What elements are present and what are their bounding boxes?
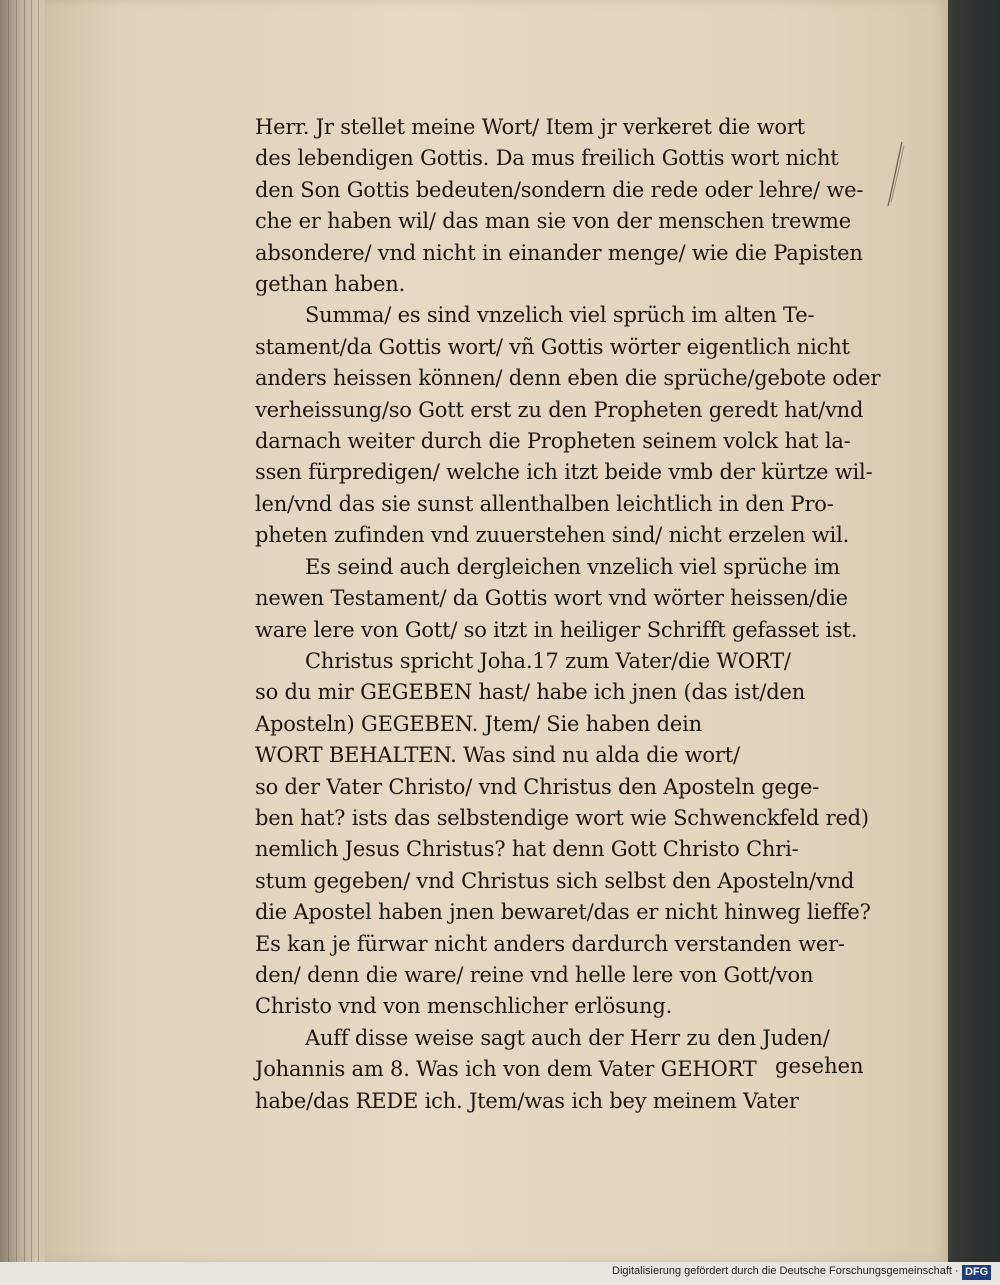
body-text <box>255 112 881 1117</box>
text-line: gethan haben. <box>255 272 406 297</box>
text-line: Aposteln) GEGEBEN. Jtem/ Sie haben dein <box>255 711 702 736</box>
text-line: den/ denn die ware/ reine vnd helle lere von Gott/von <box>255 962 814 987</box>
text-line: Auff disse weise sagt auch der Herr zu den Juden/ <box>305 1025 830 1050</box>
margin-pencil-mark <box>880 140 910 210</box>
text-line: Christo vnd von menschlicher erlösung. <box>255 994 673 1019</box>
text-line: pheten zufinden vnd zuuerstehen sind/ nicht erzelen wil. <box>255 523 850 548</box>
text-line: darnach weiter durch die Propheten seinem volck hat la- <box>255 429 851 454</box>
text-line: stum gegeben/ vnd Christus sich selbst den Aposteln/vnd <box>255 868 855 893</box>
text-line: Herr. Jr stellet meine Wort/ Item jr verkeret die wort <box>255 115 805 139</box>
text-line: Christus spricht Joha.17 zum Vater/die WORT/ <box>305 648 791 673</box>
text-line: habe/das REDE ich. Jtem/was ich bey meinem Vater <box>255 1088 799 1113</box>
text-line: newen Testament/ da Gottis wort vnd wörter heissen/die <box>255 586 848 611</box>
text-line: Es kan je fürwar nicht anders dardurch verstanden wer- <box>255 931 845 956</box>
text-line: anders heissen können/ denn eben die sprüche/gebote oder <box>255 366 881 391</box>
catchword: gesehen <box>775 1054 864 1078</box>
text-line: ben hat? ists das selbstendige wort wie Schwenckfeld red) <box>255 805 869 830</box>
text-line: che er haben wil/ das man sie von der menschen trewme <box>255 209 851 234</box>
scan-background <box>948 0 1000 1262</box>
footer-credit: Digitalisierung gefördert durch die Deutsche Forschungsgemeinschaft · <box>612 1265 959 1277</box>
text-line: den Son Gottis bedeuten/sondern die rede oder lehre/ we- <box>255 177 864 202</box>
dfg-logo: DFG <box>962 1265 991 1280</box>
text-line: absondere/ vnd nicht in einander menge/ wie die Papisten <box>255 240 863 265</box>
text-line: nemlich Jesus Christus? hat denn Gott Christo Chri- <box>255 837 799 862</box>
text-line: so der Vater Christo/ vnd Christus den Aposteln gege- <box>255 774 820 799</box>
text-line: ssen fürpredigen/ welche ich itzt beide vmb der kürtze wil- <box>255 460 873 485</box>
text-line: die Apostel haben jnen bewaret/das er nicht hinweg lieffe? <box>255 900 871 925</box>
text-line: Johannis am 8. Was ich von dem Vater GEHORT <box>255 1057 757 1082</box>
text-line: stament/da Gottis wort/ vñ Gottis wörter eigentlich nicht <box>255 334 850 359</box>
text-line: so du mir GEGEBEN hast/ habe ich jnen (das ist/den <box>255 680 806 705</box>
text-line: WORT BEHALTEN. Was sind nu alda die wort/ <box>255 743 740 768</box>
text-line: ware lere von Gott/ so itzt in heiliger Schrifft gefasset ist. <box>255 617 858 642</box>
text-line: des lebendigen Gottis. Da mus freilich Gottis wort nicht <box>255 146 839 171</box>
text-line: verheissung/so Gott erst zu den Propheten geredt hat/vnd <box>255 397 864 422</box>
text-line: Summa/ es sind vnzelich viel sprüch im alten Te- <box>305 303 815 328</box>
text-line: len/vnd das sie sunst allenthalben leichtlich in den Pro- <box>255 491 834 516</box>
text-line: Es seind auch dergleichen vnzelich viel sprüche im <box>305 554 840 579</box>
